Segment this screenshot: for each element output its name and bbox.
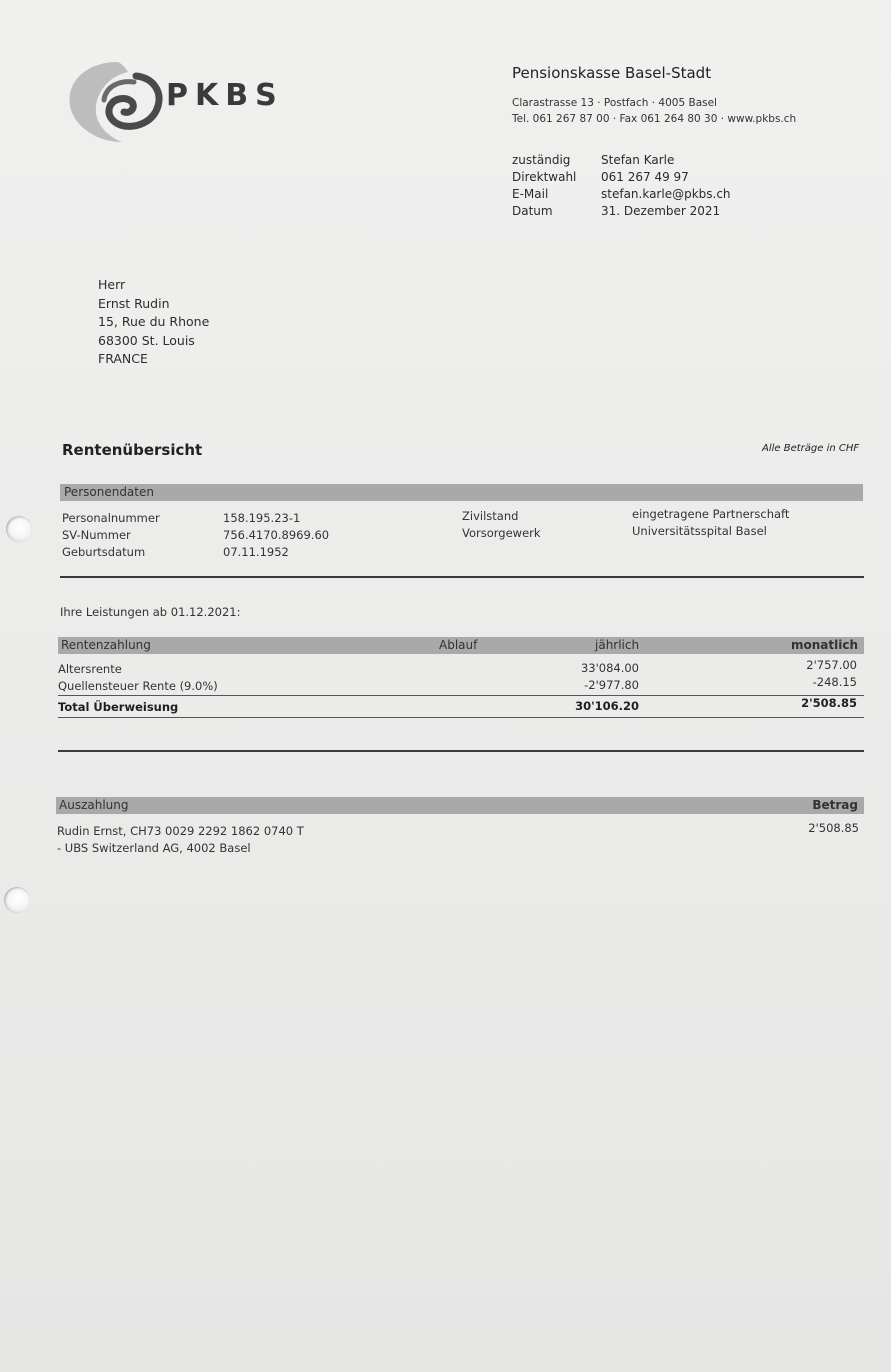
recipient-line: 68300 St. Louis xyxy=(98,332,195,348)
pension-table-header xyxy=(58,637,864,654)
total-label: Total Überweisung xyxy=(58,700,179,714)
contact-row xyxy=(512,169,731,186)
personal-label: Zivilstand xyxy=(462,509,519,523)
table-divider xyxy=(58,717,864,718)
recipient-address xyxy=(98,276,209,369)
table-row-item: Quellensteuer Rente (9.0%) xyxy=(58,679,218,693)
col-yearly-header: jährlich xyxy=(595,638,640,652)
payout-header xyxy=(56,797,864,814)
contact-value: stefan.karle@pkbs.ch xyxy=(601,187,731,201)
punch-hole xyxy=(4,887,30,913)
col-monthly-header: monatlich xyxy=(790,638,858,652)
payout-bank: - UBS Switzerland AG, 4002 Basel xyxy=(57,841,251,855)
org-name: Pensionskasse Basel-Stadt xyxy=(512,64,712,82)
benefits-intro: Ihre Leistungen ab 01.12.2021: xyxy=(60,605,241,619)
punch-hole xyxy=(6,516,32,542)
table-row-item: Altersrente xyxy=(58,662,122,676)
personal-label: Personalnummer xyxy=(62,511,160,525)
contact-row xyxy=(512,186,731,203)
contact-block xyxy=(512,152,731,220)
divider xyxy=(58,750,864,752)
recipient-line: 15, Rue du Rhone xyxy=(98,314,210,329)
contact-label: E-Mail xyxy=(512,187,549,201)
personal-label: SV-Nummer xyxy=(62,528,131,542)
org-contact-line: Tel. 061 267 87 00 · Fax 061 264 80 30 · www.pkbs.ch xyxy=(512,113,797,125)
total-yearly: 30'106.20 xyxy=(575,699,639,713)
contact-row xyxy=(512,152,731,169)
contact-row xyxy=(512,203,731,220)
total-monthly: 2'508.85 xyxy=(801,696,857,710)
payout-account: Rudin Ernst, CH73 0029 2292 1862 0740 T xyxy=(57,824,304,838)
amounts-note: Alle Beträge in CHF xyxy=(762,443,860,454)
payout-amount-header: Betrag xyxy=(812,798,858,812)
org-address-line: Clarastrasse 13 · Postfach · 4005 Basel xyxy=(512,97,717,109)
col-item-header: Rentenzahlung xyxy=(61,638,151,652)
personal-data-header xyxy=(60,484,863,501)
payout-amount: 2'508.85 xyxy=(808,821,859,835)
document-title: Rentenübersicht xyxy=(62,441,203,459)
org-address xyxy=(512,95,796,127)
table-row-monthly: 2'757.00 xyxy=(806,658,857,672)
personal-value: 158.195.23-1 xyxy=(223,511,301,525)
personal-label: Geburtsdatum xyxy=(62,545,146,559)
table-divider xyxy=(58,695,864,696)
contact-value: 061 267 49 97 xyxy=(601,170,689,184)
divider xyxy=(60,576,864,578)
personal-label: Vorsorgewerk xyxy=(462,526,541,540)
personal-value: 07.11.1952 xyxy=(223,545,289,559)
contact-label: zuständig xyxy=(512,153,571,167)
personal-data-header-label: Personendaten xyxy=(64,485,154,499)
personal-value: eingetragene Partnerschaft xyxy=(632,507,790,521)
personal-value: Universitätsspital Basel xyxy=(632,524,767,538)
recipient-line: FRANCE xyxy=(98,351,148,366)
contact-label: Datum xyxy=(512,204,553,218)
logo-text: PKBS xyxy=(166,78,284,113)
recipient-line: Herr xyxy=(98,277,126,292)
table-row-monthly: -248.15 xyxy=(812,675,857,689)
payout-header-label: Auszahlung xyxy=(59,798,129,812)
table-row-yearly: 33'084.00 xyxy=(580,661,639,675)
contact-value: Stefan Karle xyxy=(601,153,675,167)
table-row-yearly: -2'977.80 xyxy=(584,678,639,692)
contact-value: 31. Dezember 2021 xyxy=(601,204,721,218)
recipient-line: Ernst Rudin xyxy=(98,295,170,311)
personal-value: 756.4170.8969.60 xyxy=(223,528,330,542)
col-expiry-header: Ablauf xyxy=(439,638,478,652)
contact-label: Direktwahl xyxy=(512,170,577,184)
